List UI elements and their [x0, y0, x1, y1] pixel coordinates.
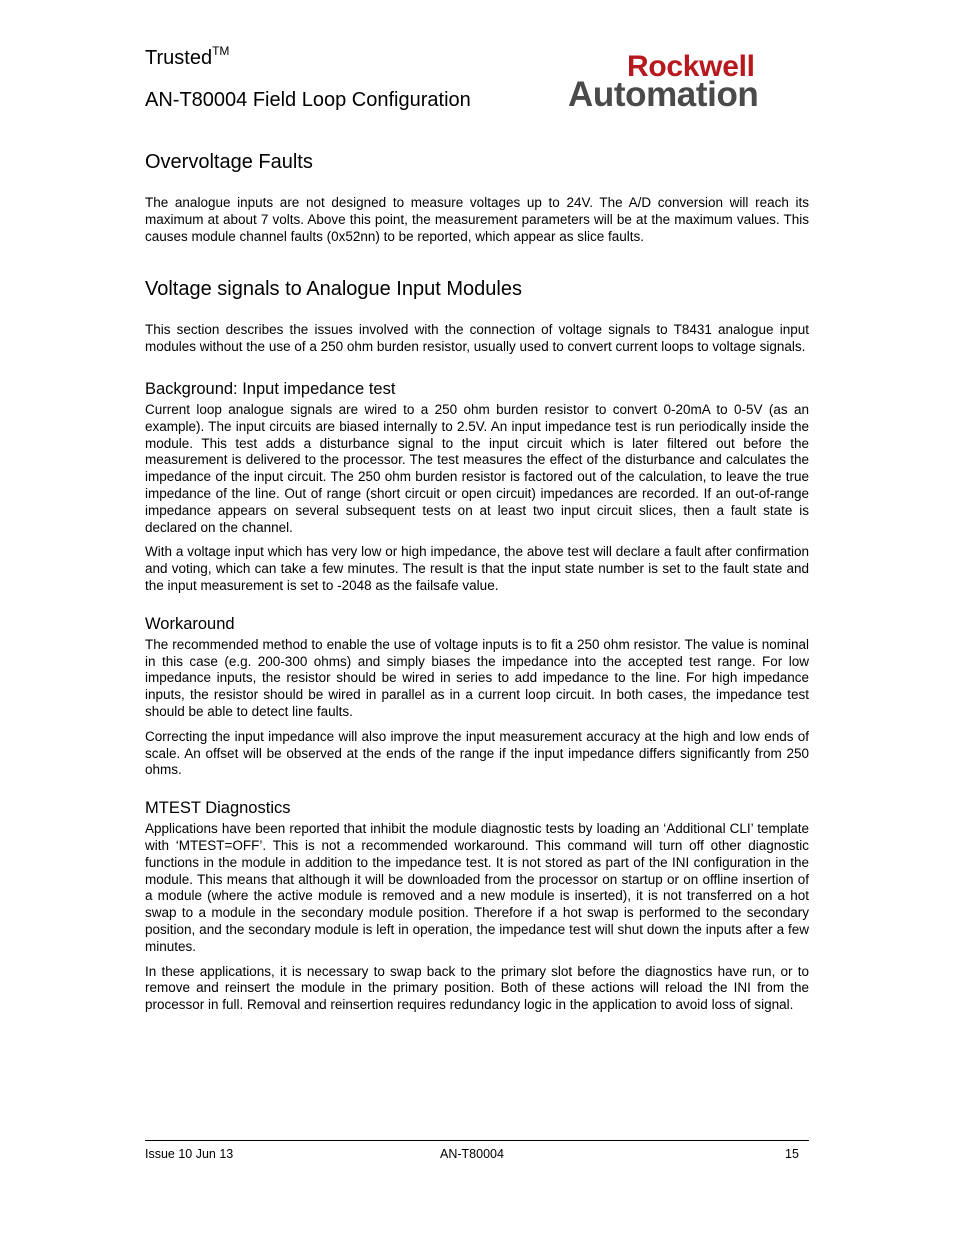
heading-workaround: Workaround: [145, 614, 235, 633]
paragraph: Current loop analogue signals are wired to a 250 ohm burden resistor to convert 0-20mA to 0-5V (as an example). The input circuits are biased internally to 2.5V. An input impedance test is run periodically inside the module. This test adds a disturbance signal to the input circuit which is later filtered out before the measurement is delivered to the processor. The test measures the effect of the disturbance and calculates the impedance of the input circuit. The 250 ohm burden resistor is factored out of the calculation, to leave the true impedance of the line. Out of range (short circuit or open circuit) impedances are recorded. If an out-of-range impedance appears on several subsequent tests on at least two input circuit slices, then a fault state is declared on the channel.: [145, 401, 809, 535]
paragraph: In these applications, it is necessary to swap back to the primary slot before the diagnostics have run, or to remove and reinsert the module in the primary position. Both of these actions will reload the INI from the processor in full. Removal and reinsertion requires redundancy logic in the application to avoid loss of signal.: [145, 963, 809, 1013]
heading-voltage-signals: Voltage signals to Analogue Input Modules: [145, 278, 522, 301]
footer-divider: [145, 1140, 809, 1141]
brand-name: Trusted: [145, 47, 213, 69]
paragraph: Applications have been reported that inhibit the module diagnostic tests by loading an ‘Additional CLI’ template with ‘MTEST=OFF’. This is not a recommended workaround. This command will turn off other diagnostic functions in the module in addition to the impedance test. It is not stored as part of the INI configuration in the module. This means that although it will be downloaded from the processor on startup or on offline insertion of a module (where the active module is removed and a new module is inserted), it is not transferred on a hot swap to a module in the secondary module position. Therefore if a hot swap is performed to the secondary position, and the secondary module is left in operation, the impedance test will shut down the inputs after a few minutes.: [145, 821, 809, 954]
footer-page-number: 15: [785, 1147, 799, 1161]
trademark-superscript: TM: [212, 44, 230, 58]
paragraph: Correcting the input impedance will also improve the input measurement accuracy at the high and low ends of scale. An offset will be observed at the ends of the range if the input impedance differs significantly from 250 ohms.: [145, 728, 809, 778]
paragraph: The analogue inputs are not designed to measure voltages up to 24V. The A/D conversion will reach its maximum at about 7 volts. Above this point, the measurement parameters will be at the maximum values. This causes module channel faults (0x52nn) to be reported, which appear as slice faults.: [145, 195, 809, 244]
logo-rockwell-text: Rockwell: [627, 50, 755, 83]
brand-title: [145, 46, 229, 70]
paragraph: The recommended method to enable the use of voltage inputs is to fit a 250 ohm resistor. The value is nominal in this case (e.g. 200-300 ohms) and simply biases the impedance into the accepted test range. For low impedance inputs, the resistor should be wired in series to add impedance to the line. For high impedance inputs, the resistor should be wired in parallel as in a current loop circuit. In both cases, the impedance test should be able to detect line faults.: [145, 636, 809, 719]
paragraph: With a voltage input which has very low or high impedance, the above test will declare a fault after confirmation and voting, which can take a few minutes. The result is that the input state number is set to the fault state and the input measurement is set to -2048 as the failsafe value.: [145, 544, 809, 593]
logo-automation-text: Automation: [568, 75, 759, 114]
heading-background-input-impedance-test: Background: Input impedance test: [145, 379, 396, 398]
paragraph: This section describes the issues involved with the connection of voltage signals to T8431 analogue input modules without the use of a 250 ohm burden resistor, usually used to convert current loops to voltage signals.: [145, 322, 809, 355]
heading-mtest-diagnostics: MTEST Diagnostics: [145, 799, 291, 818]
page-content: [145, 150, 809, 1014]
footer-issue: Issue 10 Jun 13: [145, 1147, 234, 1161]
footer-doc-id: AN-T80004: [440, 1147, 504, 1161]
heading-overvoltage-faults: Overvoltage Faults: [145, 151, 313, 173]
rockwell-automation-logo: [568, 52, 808, 112]
document-title: AN-T80004 Field Loop Configuration: [145, 89, 471, 111]
